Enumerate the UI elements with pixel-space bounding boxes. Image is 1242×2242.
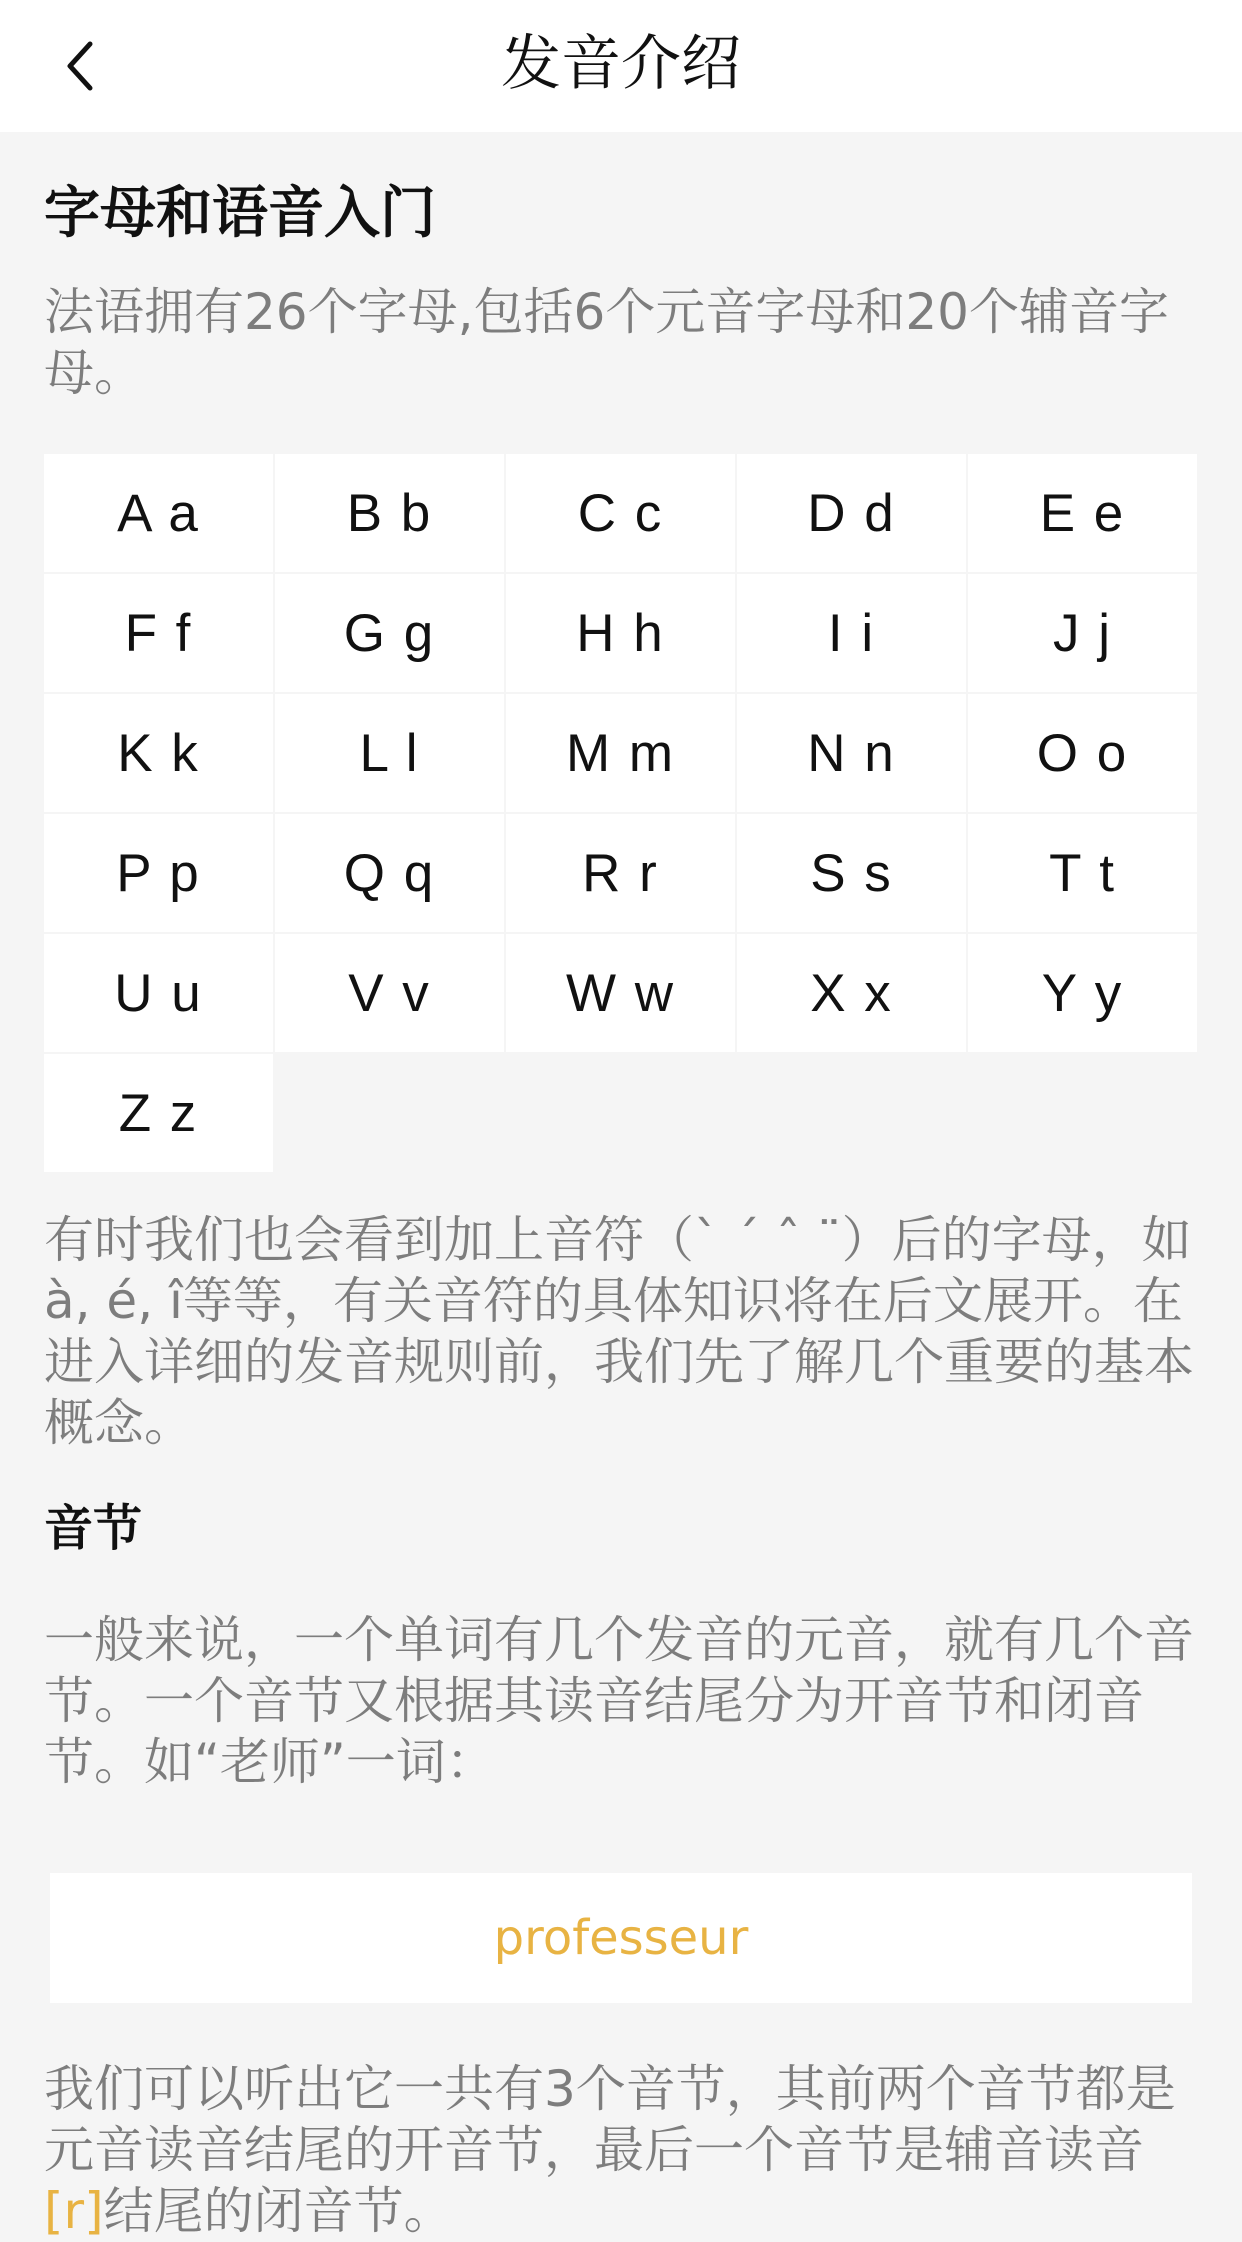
letter-cell[interactable]: L l <box>275 694 504 812</box>
letter-cell[interactable]: I i <box>737 574 966 692</box>
chevron-left-icon <box>60 36 100 96</box>
letter-cell[interactable]: D d <box>737 454 966 572</box>
letter-cell[interactable]: S s <box>737 814 966 932</box>
syllable-heading: 音节 <box>44 1500 143 1557</box>
letter-cell[interactable]: J j <box>968 574 1197 692</box>
page-title: 发音介绍 <box>501 29 741 99</box>
letter-cell[interactable]: E e <box>968 454 1197 572</box>
letter-cell[interactable]: C c <box>506 454 735 572</box>
phoneme-highlight[interactable]: [r] <box>44 2182 104 2240</box>
navigation-bar <box>0 0 1242 132</box>
explanation-text: 我们可以听出它一共有3个音节，其前两个音节都是元音读音结尾的开音节，最后一个音节是辅音读音 <box>44 2060 1176 2179</box>
intro-paragraph: 法语拥有26个字母,包括6个元音字母和20个辅音字母。 <box>44 283 1169 402</box>
syllable-paragraph: 一般来说，一个单词有几个发音的元音，就有几个音节。一个音节又根据其读音结尾分为开音节和闭音节。如“老师”一词： <box>44 1611 1194 1791</box>
example-word-button[interactable] <box>50 1873 1192 2003</box>
letter-cell[interactable]: X x <box>737 934 966 1052</box>
letter-cell[interactable]: Q q <box>275 814 504 932</box>
letter-cell[interactable]: U u <box>44 934 273 1052</box>
letter-cell[interactable]: M m <box>506 694 735 812</box>
letter-cell[interactable]: P p <box>44 814 273 932</box>
content <box>0 132 1242 2242</box>
letter-cell[interactable]: R r <box>506 814 735 932</box>
section-title: 字母和语音入门 <box>44 181 436 246</box>
explanation-text-end: 结尾的闭音节。 <box>103 2182 454 2240</box>
letter-cell[interactable]: V v <box>275 934 504 1052</box>
back-button[interactable] <box>40 28 120 104</box>
letter-cell[interactable]: H h <box>506 574 735 692</box>
letter-cell[interactable]: Z z <box>44 1054 273 1172</box>
letter-cell[interactable]: A a <box>44 454 273 572</box>
syllable-explanation <box>44 2059 1198 2242</box>
letter-cell[interactable]: F f <box>44 574 273 692</box>
alphabet-grid <box>44 454 1197 1172</box>
letter-cell[interactable]: B b <box>275 454 504 572</box>
letter-cell[interactable]: T t <box>968 814 1197 932</box>
letter-cell[interactable]: W w <box>506 934 735 1052</box>
example-word: professeur <box>493 1910 749 1966</box>
letter-cell[interactable]: O o <box>968 694 1197 812</box>
letter-cell[interactable]: Y y <box>968 934 1197 1052</box>
accent-paragraph: 有时我们也会看到加上音符（` ´ ˆ ¨）后的字母，如à, é, î等等，有关音符的具体知识将在后文展开。在进入详细的发音规则前，我们先了解几个重要的基本概念。 <box>44 1211 1194 1452</box>
letter-cell[interactable]: N n <box>737 694 966 812</box>
letter-cell[interactable]: G g <box>275 574 504 692</box>
letter-cell[interactable]: K k <box>44 694 273 812</box>
